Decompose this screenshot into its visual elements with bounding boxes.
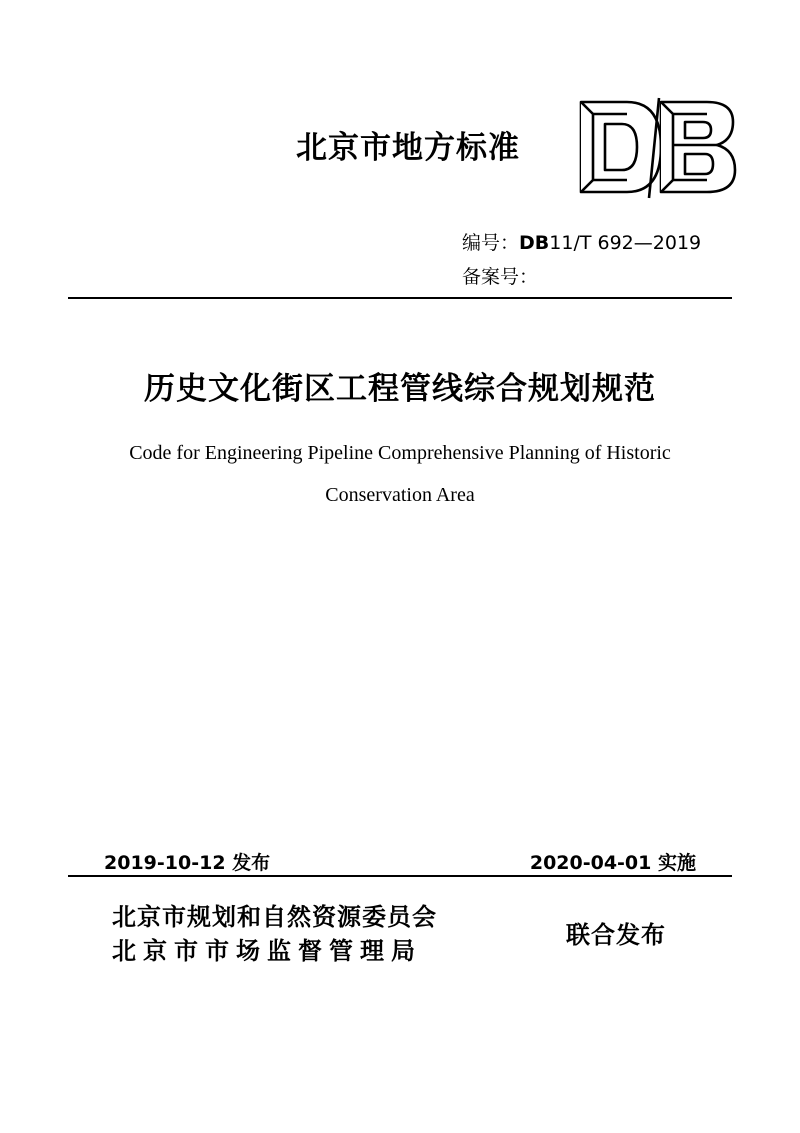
code-prefix: DB: [519, 232, 550, 254]
code-label: 编号：: [462, 232, 520, 254]
standard-title: 北京市地方标准: [296, 130, 520, 166]
publish-date: 2019-10-12 发布: [104, 852, 271, 874]
document-title-chinese: 历史文化街区工程管线综合规划规范: [144, 371, 656, 407]
english-title-line-1: Code for Engineering Pipeline Comprehensive Planning of Historic: [129, 442, 671, 464]
joint-issue-label: 联合发布: [566, 921, 666, 949]
issuer-line-2: 北京市市场监督管理局: [112, 937, 422, 965]
footer-divider-rule: [68, 875, 732, 877]
english-title-line-2: Conservation Area: [325, 484, 475, 506]
db-logo-icon: [575, 88, 740, 206]
record-number-label: 备案号：: [462, 266, 539, 288]
header-divider-rule: [68, 297, 732, 299]
issuing-organizations: [112, 900, 437, 968]
document-header: [0, 96, 800, 206]
code-value: 11/T 692—2019: [549, 232, 702, 254]
issuer-line-1: 北京市规划和自然资源委员会: [112, 903, 437, 931]
effective-date: 2020-04-01 实施: [529, 852, 696, 874]
document-title-english: [110, 432, 690, 516]
standard-code-line: [462, 228, 701, 255]
